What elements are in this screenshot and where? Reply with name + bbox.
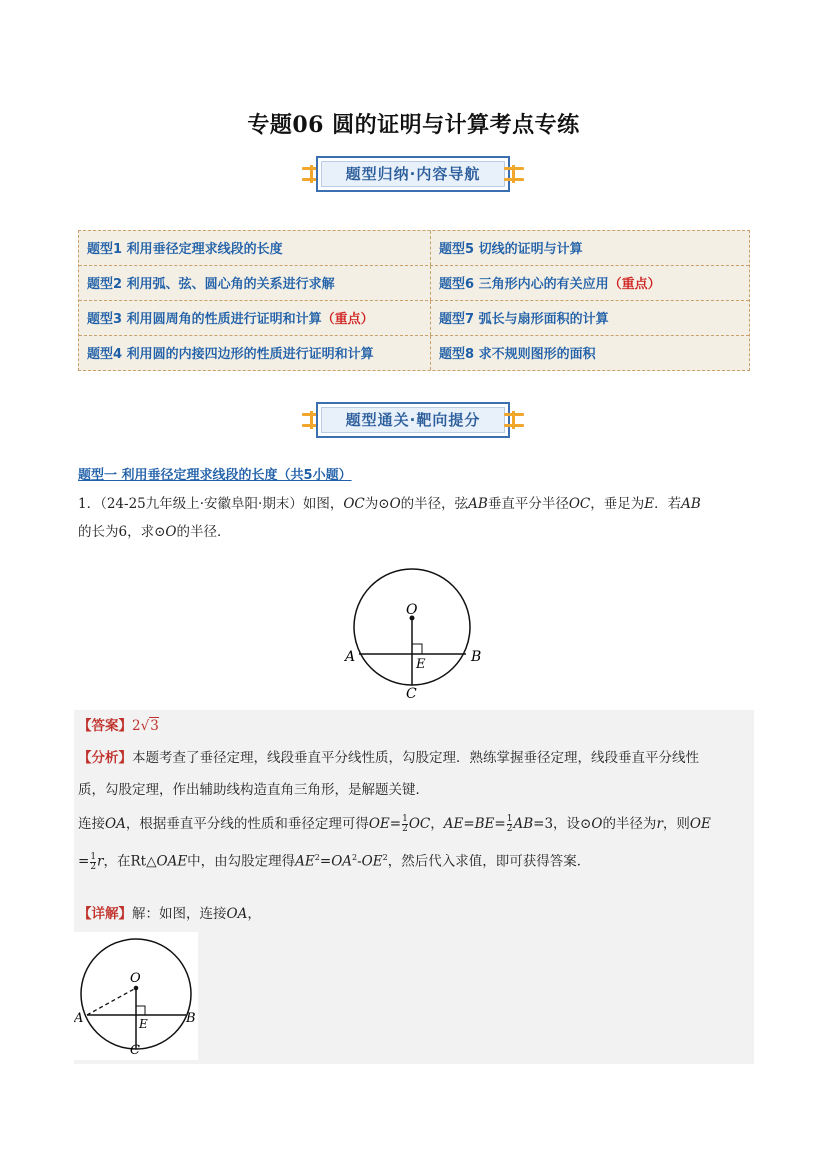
label-c: C — [406, 686, 417, 702]
label-a: A — [345, 649, 356, 665]
nav-item-topic-7[interactable]: 题型7 弧长与扇形面积的计算 — [439, 312, 609, 327]
topic-navigation-table — [78, 230, 750, 371]
right-bracket-icon — [504, 165, 524, 183]
problem-statement: 1．（24-25九年级上·安徽阜阳·期末）如图，OC为⊙O的半径，弦AB垂直平分半径OC，垂足为E．若AB 的长为6，求⊙O的半径． — [78, 496, 701, 540]
nav-item-topic-8[interactable]: 题型8 求不规则图形的面积 — [439, 347, 596, 362]
detail-line: 【详解】解：如图，连接OA， — [78, 906, 261, 922]
page-title: 专题06 圆的证明与计算考点专练 — [247, 112, 580, 138]
analysis-method-line: 连接OA，根据垂直平分线的性质和垂径定理可得OE= $\frac{1}{2}$ OC，AE=BE= $\frac{1}{2}$ AB=3，设⊙O的半径为r，则OE — [78, 814, 711, 834]
nav-item-topic-6[interactable]: 题型6 三角形内心的有关应用（重点） — [439, 277, 661, 292]
label-e: E — [139, 1017, 148, 1031]
label-c: C — [130, 1043, 140, 1058]
label-o: O — [406, 602, 418, 618]
nav-item-topic-5[interactable]: 题型5 切线的证明与计算 — [439, 242, 583, 257]
nav-row — [79, 231, 749, 265]
label-e: E — [416, 657, 426, 672]
nav-row — [79, 300, 749, 335]
nav-item-topic-4[interactable]: 题型4 利用圆的内接四边形的性质进行证明和计算 — [79, 336, 431, 370]
banner-practice — [302, 402, 524, 438]
nav-row — [79, 265, 749, 300]
nav-item-topic-1[interactable]: 题型1 利用垂径定理求线段的长度 — [79, 231, 431, 265]
label-b: B — [471, 649, 482, 665]
banner-text: 题型通关·靶向提分 — [345, 411, 481, 429]
section-heading[interactable]: 题型一 利用垂径定理求线段的长度（共5小题） — [78, 468, 352, 483]
detail-figure-frame — [74, 932, 198, 1060]
label-a: A — [74, 1011, 84, 1026]
label-b: B — [186, 1011, 196, 1026]
circle-figure-with-radius — [74, 932, 198, 1060]
analysis-method-line-2: = $\frac{1}{2}$ r，在Rt△OAE中，由勾股定理得$AE^2=OA^2-OE^2$，然后代入求值，即可获得答案． — [78, 851, 591, 872]
circle-figure — [340, 560, 490, 705]
nav-item-topic-3[interactable]: 题型3 利用圆周角的性质进行证明和计算（重点） — [79, 301, 431, 335]
answer-line: 【答案】2√3 — [78, 718, 159, 734]
banner-text: 题型归纳·内容导航 — [345, 165, 481, 183]
analysis-line: 【分析】本题考查了垂径定理，线段垂直平分线性质，勾股定理．熟练掌握垂径定理，线段垂直平分线性 — [78, 750, 699, 766]
banner-content-navigation — [302, 156, 524, 192]
label-o: O — [130, 971, 141, 986]
nav-row — [79, 335, 749, 370]
nav-item-topic-2[interactable]: 题型2 利用弧、弦、圆心角的关系进行求解 — [79, 266, 431, 300]
right-bracket-icon — [504, 411, 524, 429]
analysis-line-2: 质，勾股定理，作出辅助线构造直角三角形，是解题关键． — [78, 782, 429, 798]
